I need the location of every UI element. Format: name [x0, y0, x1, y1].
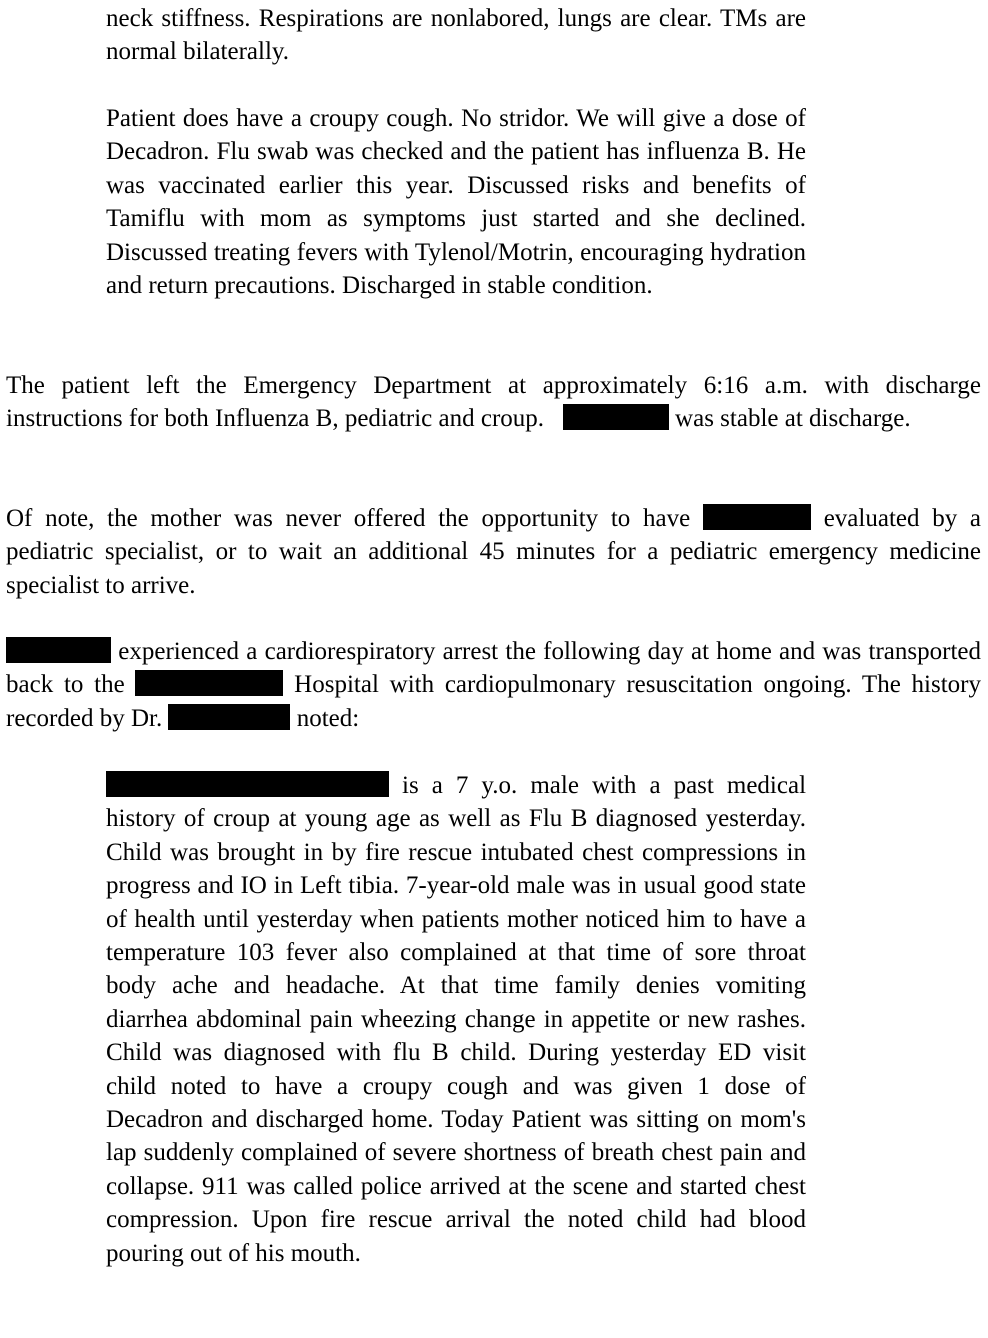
- quoted-exam-findings: neck stiffness. Respirations are nonlabored, lungs are clear. TMs are normal bilaterally.: [106, 5, 806, 66]
- note-paragraph: [6, 502, 981, 602]
- discharge-text-end: was stable at discharge.: [675, 405, 911, 433]
- redaction-box: [563, 404, 669, 430]
- note-text: Of note, the mother was never offered the opportunity to have: [6, 505, 691, 532]
- arrest-text: experienced a cardiorespiratory arrest the following day at home and was transported back to the: [6, 638, 981, 699]
- redaction-box: [106, 771, 389, 797]
- redaction-box: [135, 670, 283, 696]
- history-text: is a 7 y.o. male with a past medical history of croup at young age as well as Flu B diagnosed yesterday. Child was brought in by fire rescue intubated chest compressions in progress and IO in Left tibia. 7-year-old male was in usual good state of health until yesterday when patients mother noticed him to have a temperature 103 fever also complained at that time of sore throat body ache and headache. At that time family denies vomiting diarrhea abdominal pain wheezing change in appetite or new rashes. Child was diagnosed with flu B child. During yesterday ED visit child noted to have a croupy cough and was given 1 dose of Decadron and discharged home. Today Patient was sitting on mom's lap suddenly complained of severe shortness of breath chest pain and collapse. 911 was called police arrived at the scene and started chest compression. Upon fire rescue arrival the noted child had blood pouring out of his mouth.: [106, 772, 807, 1267]
- redaction-box: [168, 704, 290, 730]
- quoted-history: [106, 769, 806, 1270]
- discharge-paragraph: [6, 369, 981, 436]
- redaction-box: [6, 637, 111, 663]
- arrest-text-end: noted:: [296, 704, 360, 732]
- note-text-end: evaluated by a pediatric specialist, or to wait an additional 45 minutes for a pediatric emergency medicine specialist to arrive.: [6, 505, 982, 599]
- arrest-paragraph: [6, 635, 981, 735]
- arrest-text-mid: Hospital with cardiopulmonary resuscitation ongoing. The history recorded by Dr.: [6, 671, 981, 732]
- redaction-box: [703, 504, 811, 530]
- discharge-text: The patient left the Emergency Department at approximately 6:16 a.m. with discharge instructions for both Influenza B, pediatric and croup.: [6, 372, 981, 433]
- quoted-assessment-plan: Patient does have a croupy cough. No stridor. We will give a dose of Decadron. Flu swab was checked and the patient has influenza B. He was vaccinated earlier this year. Discussed risks and benefits of Tamiflu with mom as symptoms just started and she declined. Discussed treating fevers with Tylenol/Motrin, encouraging hydration and return precautions. Discharged in stable condition.: [106, 105, 806, 300]
